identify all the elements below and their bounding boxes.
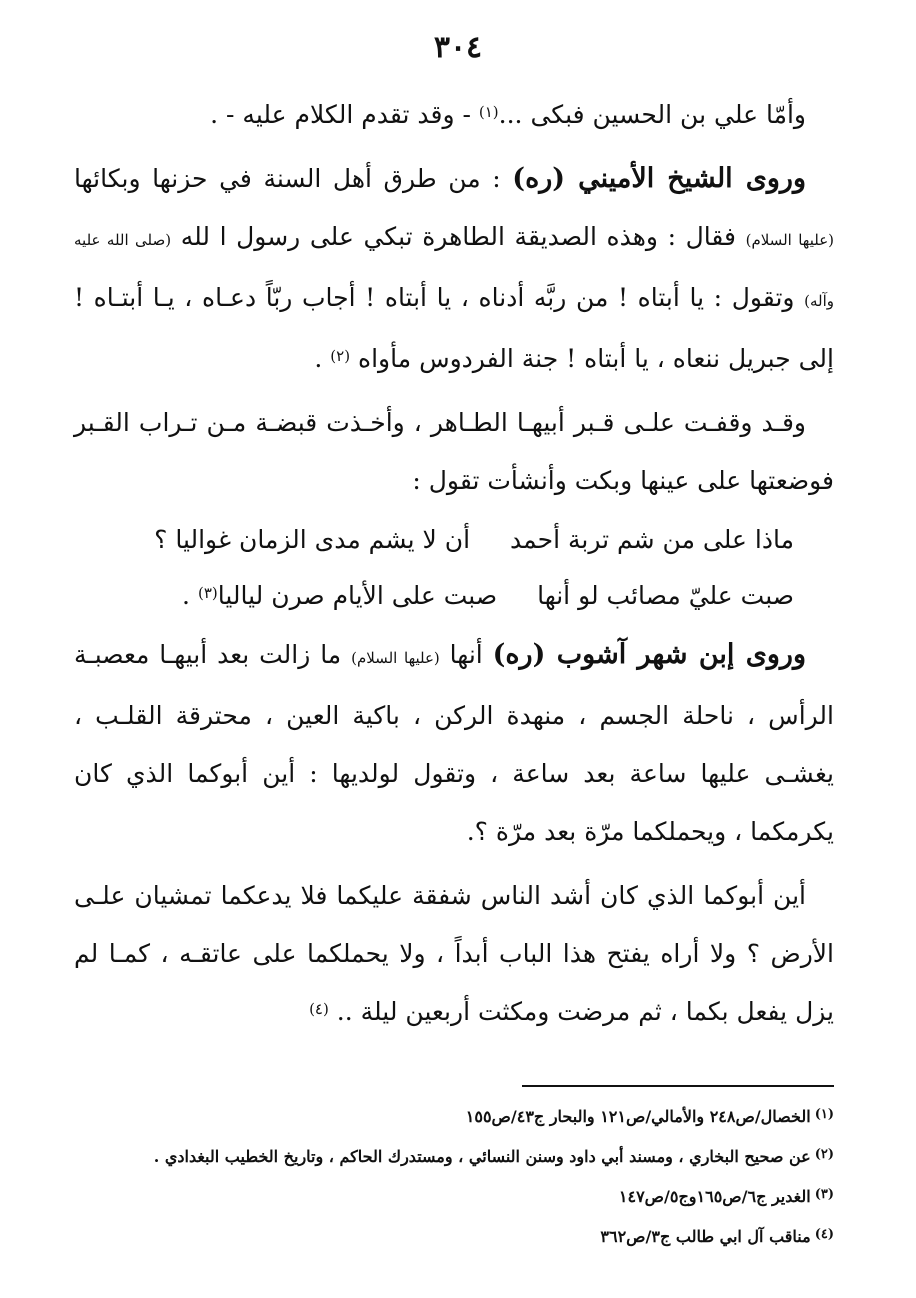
- footnote-item: [64, 1098, 834, 1138]
- paragraph-text: فقال : وهذه الصديقة الطاهرة تبكي على رسول ا لله: [171, 222, 746, 251]
- footnote-item: [64, 1178, 834, 1218]
- paragraph-text: .: [314, 344, 331, 373]
- footnote-ref[interactable]: (٤): [309, 1000, 329, 1018]
- paragraph-text: : من طرق أهل السنة في حزنها وبكائها: [74, 164, 513, 193]
- main-text: [74, 86, 834, 1041]
- paragraph-2: [74, 150, 834, 388]
- honorific: (عليها السلام): [351, 649, 440, 667]
- footnote-item: [64, 1138, 834, 1178]
- footnote-item: [64, 1218, 834, 1258]
- footnote-ref[interactable]: (١): [478, 103, 499, 121]
- footnote-text: الخصال/ص٢٤٨ والأمالي/ص١٢١ والبحار ج٤٣/ص١٥٥: [465, 1107, 811, 1126]
- verse-end: .: [182, 581, 198, 610]
- footnote-text: مناقب آل ابي طالب ج٣/ص٣٦٢: [600, 1227, 811, 1246]
- poem: [74, 512, 834, 624]
- poem-verse: [74, 568, 834, 624]
- verse-first-half: ماذا على من شم تربة أحمد: [510, 525, 794, 554]
- verse-second-half: أن لا يشم مدى الزمان غواليا ؟: [154, 525, 471, 554]
- paragraph-text: ما زالت بعد أبيهـا معصبـة الرأس ، ناحلة الجسم ، منهدة الركن ، باكية العين ، محترقة القلـب ، يغشـى عليها ساعة بعد ساعة ، وتقول لولديها : أين أبوكما الذي كان يكرمكما ، ويحملكما مرّة بعد مرّة ؟.: [74, 640, 834, 846]
- paragraph-text: - وقد تقدم الكلام عليه - .: [210, 100, 479, 129]
- verse-second-half: [182, 568, 497, 624]
- paragraph-text: أين أبوكما الذي كان أشد الناس شفقة عليكما فلا يدعكما تمشيان علـى الأرض ؟ ولا أراه يفتح هذا الباب أبداً ، ولا يحملكما على عاتقـه ، كمـا لم يزل يفعل بكما ، ثم مرضت ومكثت أربعين ليلة ..: [74, 881, 834, 1026]
- footnote-marker: (٤): [814, 1227, 834, 1242]
- paragraph-text: أنها: [439, 640, 493, 669]
- footnote-marker: (٢): [814, 1147, 834, 1162]
- narrator-heading: وروى الشيخ الأميني (ره): [512, 163, 806, 194]
- paragraph-4: [74, 626, 834, 861]
- paragraph-3: وقـد وقفـت علـى قـبر أبيهـا الطـاهر ، وأخـذت قبضـة مـن تـراب القـبر فوضعتها على عينها وبكت وأنشأت تقول :: [74, 408, 834, 495]
- verse-text: صبت على الأيام صرن لياليا: [217, 581, 498, 610]
- paragraph-1: [74, 86, 834, 144]
- footnote-ref[interactable]: (٢): [330, 347, 351, 365]
- paragraph-text: وأمّا علي بن الحسين فبكى ...: [498, 100, 806, 129]
- footnotes: [64, 1098, 834, 1258]
- paragraph-5: [74, 867, 834, 1041]
- poem-verse: [74, 512, 834, 568]
- footnote-text: عن صحيح البخاري ، ومسند أبي داود وسنن النسائي ، ومستدرك الحاكم ، وتاريخ الخطيب البغدادي .: [153, 1147, 811, 1166]
- narrator-heading: وروى إبن شهر آشوب (ره): [492, 639, 806, 670]
- honorific: (صلى الله عليه وآله): [74, 231, 834, 310]
- footnote-marker: (٣): [814, 1187, 834, 1202]
- footnote-ref[interactable]: (٣): [197, 584, 218, 602]
- paragraph-text: وتقول : يا أبتاه ! من ربَّه أدناه ، يا أبتاه ! أجاب ربّاً دعـاه ، يـا أبتـاه ! إلى جبريل ننعاه ، يا أبتاه ! جنة الفردوس مأواه: [74, 283, 834, 373]
- page-number: ٣٠٤: [433, 30, 483, 65]
- honorific: (عليها السلام): [745, 231, 834, 249]
- footnote-text: الغدير ج٦/ص١٦٥وج٥/ص١٤٧: [618, 1187, 811, 1206]
- footnote-divider: [522, 1085, 834, 1087]
- footnote-marker: (١): [814, 1107, 834, 1122]
- verse-first-half: صبت عليّ مصائب لو أنها: [537, 581, 794, 610]
